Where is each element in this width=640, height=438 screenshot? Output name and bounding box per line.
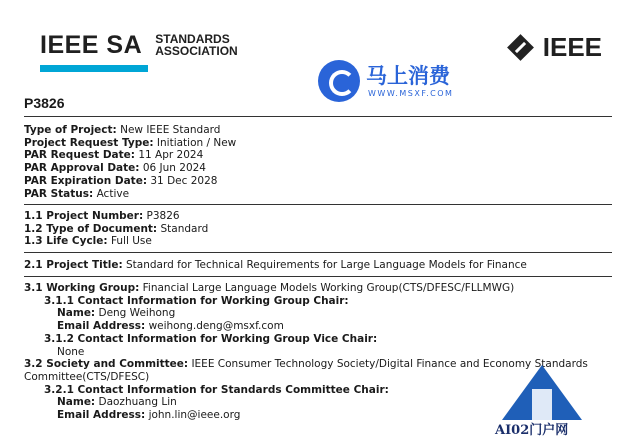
sc-chair-heading: 3.2.1 Contact Information for Standards Committee Chair: xyxy=(44,383,389,396)
section-2 xyxy=(24,259,527,272)
wg-vice-chair-heading: 3.1.2 Contact Information for Working Group Vice Chair: xyxy=(44,332,378,345)
project-id-heading: P3826 xyxy=(24,95,65,111)
site-watermark-text: AI02门户网 xyxy=(495,423,569,438)
summary-row: PAR Request Date: 11 Apr 2024 xyxy=(24,149,204,162)
ieee-sa-logo xyxy=(40,30,238,60)
site-watermark xyxy=(455,365,625,438)
working-group-row: 3.1 Working Group: Financial Large Language Models Working Group(CTS/DFESC/FLLMWG) xyxy=(24,282,515,294)
ieee-sa-wordmark: IEEE SA xyxy=(40,31,143,59)
wg-chair-name: Name: Deng Weihong xyxy=(57,307,176,320)
summary-row: PAR Approval Date: 06 Jun 2024 xyxy=(24,162,206,175)
society-committee-cont: Committee(CTS/DFESC) xyxy=(24,370,150,383)
wg-chair-email: Email Address: weihong.deng@msxf.com xyxy=(57,320,284,333)
section-1-row: 1.1 Project Number: P3826 xyxy=(24,210,180,222)
section-1-row: 1.3 Life Cycle: Full Use xyxy=(24,235,152,248)
summary-row: PAR Expiration Date: 31 Dec 2028 xyxy=(24,174,218,187)
ieee-sa-subtitle: STANDARDS ASSOCIATION xyxy=(155,32,238,58)
sc-chair-name: Name: Daozhuang Lin xyxy=(57,396,177,409)
divider xyxy=(24,276,612,277)
summary-row: PAR Status: Active xyxy=(24,187,130,200)
divider xyxy=(24,252,612,253)
ieee-logo xyxy=(511,32,602,63)
msxf-url: WWW.MSXF.COM xyxy=(368,89,454,98)
wg-vice-chair-value: None xyxy=(57,345,85,358)
msxf-logo-icon xyxy=(318,60,360,102)
site-watermark-logo-icon xyxy=(502,365,582,420)
section-1-row: 1.2 Type of Document: Standard xyxy=(24,222,209,235)
msxf-name: 马上消费 xyxy=(366,64,450,88)
project-title-row: 2.1 Project Title: Standard for Technical Requirements for Large Language Models for Finance xyxy=(24,259,527,271)
wg-chair-heading: 3.1.1 Contact Information for Working Group Chair: xyxy=(44,294,349,307)
sc-chair-email: Email Address: john.lin@ieee.org xyxy=(57,409,241,422)
ieee-diamond-icon xyxy=(507,34,534,61)
ieee-sa-accent-bar xyxy=(40,65,148,72)
section-1 xyxy=(24,210,208,248)
summary-row: Project Request Type: Initiation / New xyxy=(24,136,237,149)
divider xyxy=(24,204,612,205)
summary-row: Type of Project: New IEEE Standard xyxy=(24,124,221,136)
divider xyxy=(24,116,612,117)
ieee-logo-text: IEEE xyxy=(542,32,602,62)
project-summary xyxy=(24,124,236,200)
society-committee-row: 3.2 Society and Committee: IEEE Consumer Technology Society/Digital Finance and Economy Standards xyxy=(24,358,588,371)
